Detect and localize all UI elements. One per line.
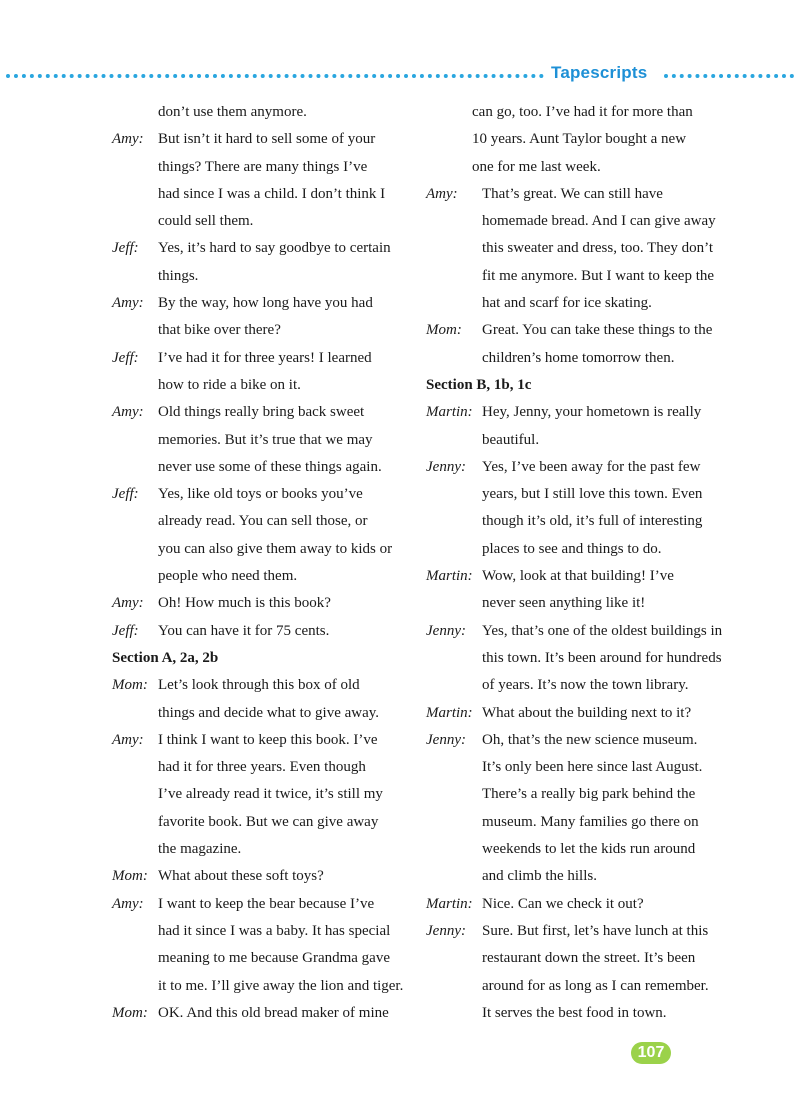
dialogue-entry	[426, 181, 726, 317]
speaker-label: Mom:	[426, 322, 462, 339]
speaker-label: Amy:	[112, 895, 144, 912]
speaker-label: Amy:	[426, 185, 458, 202]
dialogue-line: It’s only been here since last August.	[482, 759, 703, 776]
continued-line: don’t use them anymore.	[158, 104, 307, 120]
dialogue-entry	[426, 399, 726, 454]
dialogue-entry	[426, 454, 726, 563]
dialogue-entry	[112, 290, 412, 345]
dialogue-entry	[112, 672, 412, 727]
dialogue-entry	[426, 727, 726, 891]
speaker-label: Jeff:	[112, 486, 139, 503]
dialogue-line: things? There are many things I’ve	[158, 158, 368, 175]
dialogue-line: had it for three years. Even though	[158, 759, 366, 776]
page-number-badge: 107	[631, 1042, 671, 1064]
dialogue-line: That’s great. We can still have	[482, 185, 663, 202]
dialogue-text	[482, 399, 701, 454]
dialogue-entry	[426, 317, 726, 372]
dialogue-entry	[426, 918, 726, 1027]
dialogue-line: Yes, that’s one of the oldest buildings in	[482, 622, 723, 639]
dialogue-line: Hey, Jenny, your hometown is really	[482, 404, 702, 421]
dialogue-text	[482, 891, 644, 918]
dialogue-line: OK. And this old bread maker of mine	[158, 1004, 389, 1021]
dialogue-line: It serves the best food in town.	[482, 1004, 667, 1021]
dialogue-entry	[426, 891, 726, 918]
dialogue-line: places to see and things to do.	[482, 540, 662, 557]
dialogue-text	[158, 590, 331, 617]
dialogue-line: never use some of these things again.	[158, 458, 382, 475]
dialogue-entry	[426, 618, 726, 700]
dialogue-text	[158, 1000, 389, 1027]
speaker-label: Jenny:	[426, 922, 466, 939]
dialogue-line: Yes, it’s hard to say goodbye to certain	[158, 240, 391, 257]
dialogue-line: By the way, how long have you had	[158, 295, 373, 312]
dialogue-line: it to me. I’ll give away the lion and tiger.	[158, 977, 404, 994]
section-heading: Section A, 2a, 2b	[112, 649, 219, 666]
dialogue-text	[158, 481, 392, 590]
speaker-label: Amy:	[112, 404, 144, 421]
dialogue-entry	[112, 399, 412, 481]
speaker-label: Martin:	[426, 895, 473, 912]
dialogue-line: you can also give them away to kids or	[158, 540, 393, 557]
dialogue-line: had since I was a child. I don’t think I	[158, 185, 386, 202]
dialogue-entry	[112, 727, 412, 863]
dialogue-line: I want to keep the bear because I’ve	[158, 895, 375, 912]
dialogue-line: things and decide what to give away.	[158, 704, 380, 721]
dialogue-text	[482, 454, 702, 563]
dialogue-line: homemade bread. And I can give away	[482, 213, 716, 230]
dialogue-line: and climb the hills.	[482, 868, 597, 885]
dialogue-text	[158, 672, 379, 727]
page-header	[0, 60, 800, 90]
dialogue-text	[158, 727, 383, 863]
dialogue-line: this sweater and dress, too. They don’t	[482, 240, 714, 257]
dialogue-line: You can have it for 75 cents.	[158, 622, 330, 639]
left-column	[112, 99, 412, 1027]
speaker-label: Mom:	[112, 677, 148, 694]
dialogue-line: children’s home tomorrow then.	[482, 349, 675, 366]
dialogue-line: Sure. But first, let’s have lunch at this	[482, 922, 709, 939]
dialogue-line: Wow, look at that building! I’ve	[482, 568, 674, 585]
speaker-label: Amy:	[112, 731, 144, 748]
dialogue-line: I think I want to keep this book. I’ve	[158, 731, 378, 748]
speaker-label: Jeff:	[112, 240, 139, 257]
speaker-label: Jenny:	[426, 731, 466, 748]
dialogue-text	[482, 563, 674, 618]
dialogue-line: though it’s old, it’s full of interesting	[482, 513, 703, 530]
dialogue-line: this town. It’s been around for hundreds	[482, 649, 722, 666]
dialogue-text	[158, 891, 403, 1000]
dialogue-line: 10 years. Aunt Taylor bought a new	[472, 131, 687, 148]
section-heading: Section B, 1b, 1c	[426, 376, 532, 393]
dialogue-line: Let’s look through this box of old	[158, 677, 360, 694]
dialogue-line: one for me last week.	[472, 158, 601, 175]
dialogue-line: restaurant down the street. It’s been	[482, 950, 696, 967]
speaker-label: Martin:	[426, 404, 473, 421]
dialogue-text	[158, 345, 372, 400]
dialogue-line: I’ve had it for three years! I learned	[158, 349, 372, 366]
speaker-label: Jenny:	[426, 458, 466, 475]
dialogue-line: people who need them.	[158, 568, 298, 585]
right-column	[426, 99, 726, 1027]
dialogue-text	[482, 618, 722, 700]
dialogue-entry	[112, 235, 412, 290]
dialogue-text	[482, 700, 691, 727]
dialogue-line: Oh, that’s the new science museum.	[482, 731, 698, 748]
header-dotted-rule-left	[6, 74, 544, 78]
speaker-label: Martin:	[426, 568, 473, 585]
dialogue-line: There’s a really big park behind the	[482, 786, 696, 803]
dialogue-entry	[426, 563, 726, 618]
dialogue-line: the magazine.	[158, 841, 242, 858]
dialogue-line: But isn’t it hard to sell some of your	[158, 131, 376, 148]
dialogue-line: Yes, I’ve been away for the past few	[482, 458, 701, 475]
continued-text	[426, 99, 726, 181]
dialogue-text	[158, 618, 329, 645]
speaker-label: Amy:	[112, 595, 144, 612]
dialogue-line: hat and scarf for ice skating.	[482, 295, 652, 312]
dialogue-line: around for as long as I can remember.	[482, 977, 709, 994]
dialogue-text	[482, 727, 702, 891]
dialogue-entry	[112, 345, 412, 400]
dialogue-line: could sell them.	[158, 213, 254, 230]
dialogue-line: Nice. Can we check it out?	[482, 895, 644, 912]
dialogue-entry	[112, 891, 412, 1000]
dialogue-entry	[112, 863, 412, 890]
dialogue-text	[482, 317, 712, 372]
dialogue-text	[158, 399, 382, 481]
dialogue-line: beautiful.	[482, 431, 540, 448]
dialogue-line: museum. Many families go there on	[482, 813, 699, 830]
speaker-label: Amy:	[112, 295, 144, 312]
dialogue-line: never seen anything like it!	[482, 595, 646, 612]
dialogue-text	[482, 181, 716, 317]
header-dotted-rule-right	[664, 74, 794, 78]
speaker-label: Martin:	[426, 704, 473, 721]
dialogue-entry	[112, 1000, 412, 1027]
speaker-label: Mom:	[112, 868, 148, 885]
dialogue-text	[158, 863, 324, 890]
dialogue-line: I’ve already read it twice, it’s still my	[158, 786, 383, 803]
dialogue-line: of years. It’s now the town library.	[482, 677, 689, 694]
speaker-label: Jenny:	[426, 622, 466, 639]
dialogue-text	[158, 290, 373, 345]
dialogue-line: how to ride a bike on it.	[158, 376, 301, 393]
dialogue-line: years, but I still love this town. Even	[482, 486, 703, 503]
dialogue-line: Old things really bring back sweet	[158, 404, 365, 421]
dialogue-line: that bike over there?	[158, 322, 281, 339]
header-title: Tapescripts	[551, 63, 648, 82]
dialogue-line: already read. You can sell those, or	[158, 513, 368, 530]
dialogue-line: memories. But it’s true that we may	[158, 431, 373, 448]
dialogue-entry	[112, 481, 412, 590]
speaker-label: Jeff:	[112, 349, 139, 366]
dialogue-line: Yes, like old toys or books you’ve	[158, 486, 363, 503]
dialogue-entry	[112, 126, 412, 235]
dialogue-line: things.	[158, 267, 199, 284]
dialogue-line: favorite book. But we can give away	[158, 813, 379, 830]
dialogue-entry	[112, 618, 412, 645]
dialogue-line: Oh! How much is this book?	[158, 595, 331, 612]
speaker-label: Jeff:	[112, 622, 139, 639]
dialogue-line: had it since I was a baby. It has special	[158, 922, 391, 939]
dialogue-entry	[112, 590, 412, 617]
dialogue-line: meaning to me because Grandma gave	[158, 950, 390, 967]
dialogue-line: fit me anymore. But I want to keep the	[482, 267, 715, 284]
dialogue-text	[158, 235, 391, 290]
dialogue-line: What about these soft toys?	[158, 868, 324, 885]
dialogue-line: Great. You can take these things to the	[482, 322, 713, 339]
dialogue-line: What about the building next to it?	[482, 704, 692, 721]
dialogue-entry	[426, 700, 726, 727]
dialogue-line: can go, too. I’ve had it for more than	[472, 104, 693, 120]
speaker-label: Mom:	[112, 1004, 148, 1021]
dialogue-line: weekends to let the kids run around	[482, 841, 696, 858]
dialogue-text	[482, 918, 709, 1027]
speaker-label: Amy:	[112, 131, 144, 148]
dialogue-text	[158, 126, 385, 235]
